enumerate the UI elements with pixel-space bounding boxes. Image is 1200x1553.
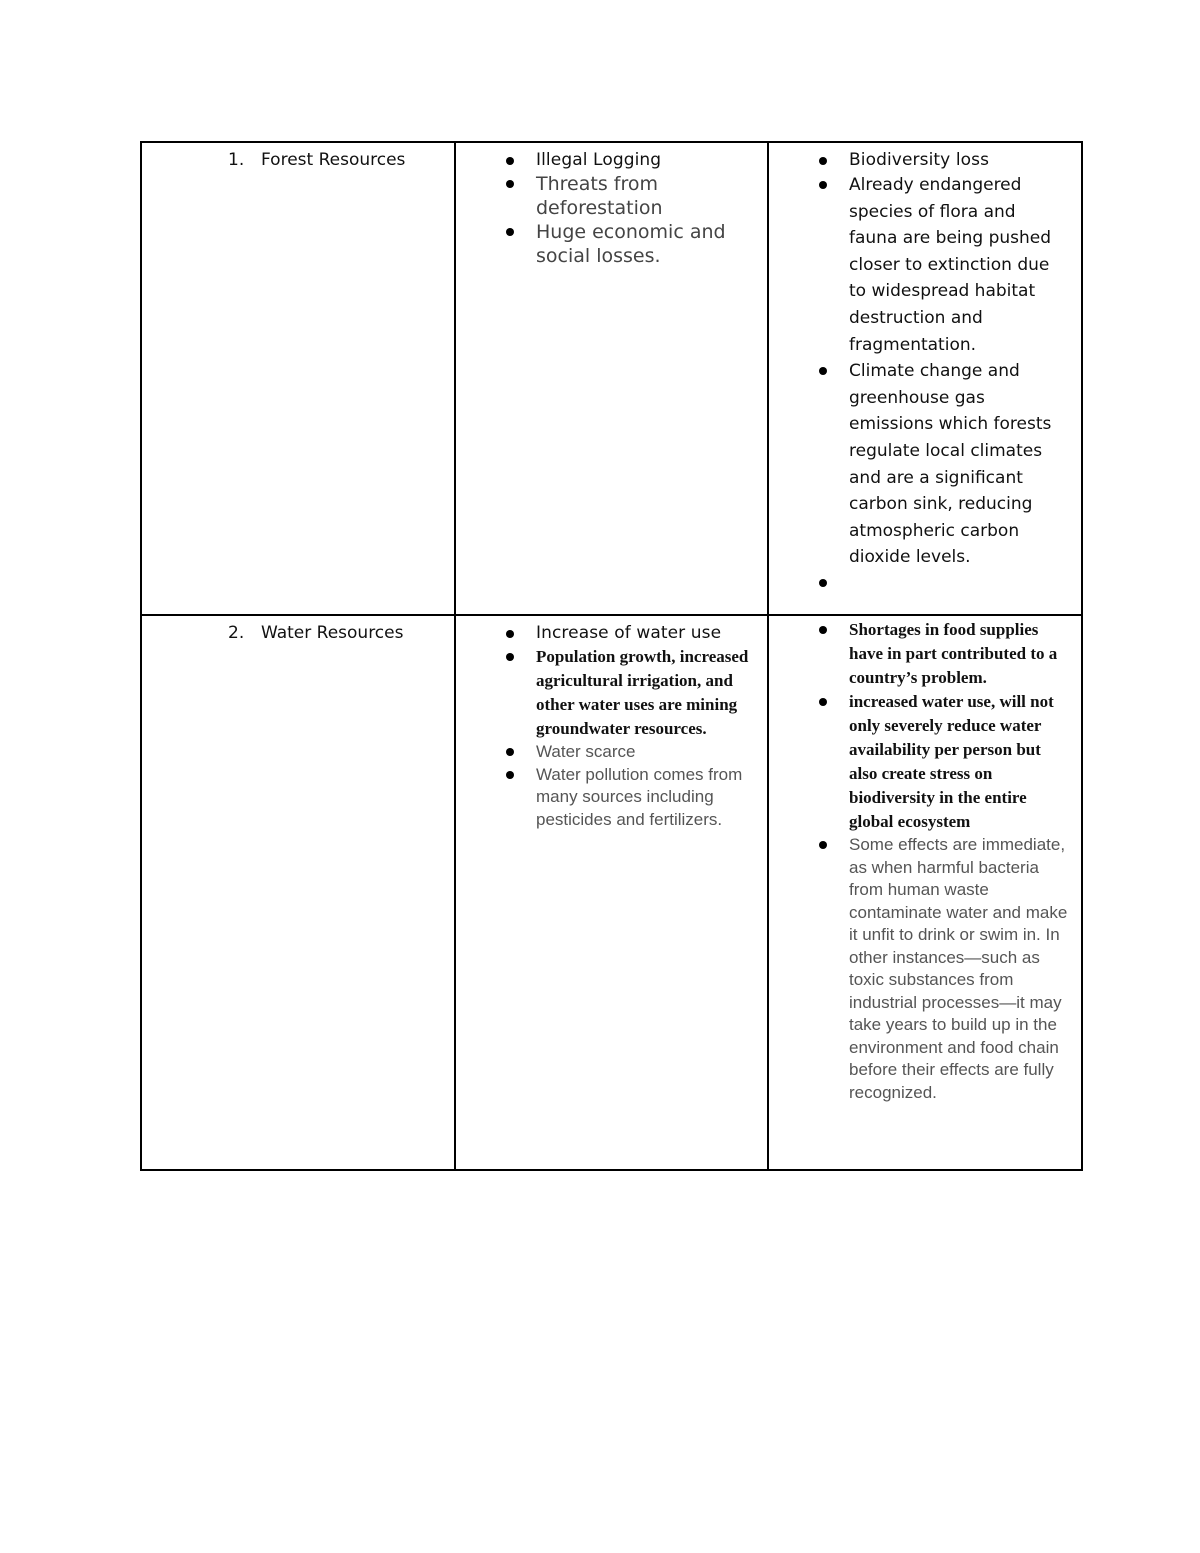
table-row-water [141,615,1082,1170]
resource-cell [141,142,455,615]
resource-label [142,616,454,645]
list-item: Threats from deforestation [456,172,759,220]
effects-cell [768,615,1082,1170]
resources-table [140,141,1083,1171]
list-item: Increase of water use [456,621,759,645]
list-item: Biodiversity loss [769,148,1073,172]
list-item: Some effects are immediate, as when harmful bacteria from human waste contaminate water and make it unfit to drink or swim in. In other instances—such as toxic substances from industrial processes—it may take years to build up in the environment and food chain before their effects are fully recognized. [769,834,1073,1104]
list-item-empty [769,571,1073,595]
resource-number: 1. [228,150,245,170]
list-item: Water pollution comes from many sources including pesticides and fertilizers. [456,764,759,832]
resource-cell [141,615,455,1170]
issues-cell [455,142,768,615]
list-item: Population growth, increased agricultural irrigation, and other water uses are mining groundwater resources. [456,645,759,741]
resource-label [142,143,454,172]
table-row-forest [141,142,1082,615]
resource-name: Water Resources [261,623,404,643]
list-item: Huge economic and social losses. [456,220,759,268]
list-item: Shortages in food supplies have in part contributed to a country’s problem. [769,618,1073,690]
list-item: Illegal Logging [456,148,759,172]
issues-list [456,143,767,268]
list-item: increased water use, will not only severely reduce water availability per person but also create stress on biodiversity in the entire global ecosystem [769,690,1073,834]
list-item: Water scarce [456,741,759,764]
list-item: Already endangered species of flora and fauna are being pushed closer to extinction due to widespread habitat destruction and fragmentation. [769,172,1073,358]
resource-number: 2. [228,623,245,643]
effects-cell [768,142,1082,615]
list-item: Climate change and greenhouse gas emissions which forests regulate local climates and are a significant carbon sink, reducing atmospheric carbon dioxide levels. [769,358,1073,571]
issues-list [456,616,767,831]
issues-cell [455,615,768,1170]
effects-list [769,616,1081,1104]
resource-name: Forest Resources [261,150,406,170]
effects-list [769,143,1081,595]
